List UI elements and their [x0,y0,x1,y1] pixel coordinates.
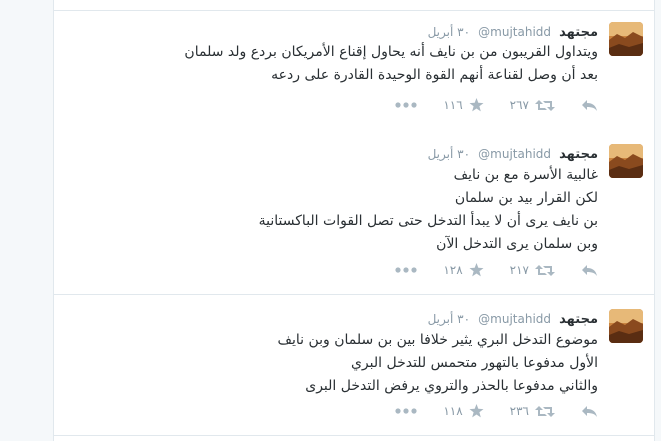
favorite-button[interactable] [443,98,483,112]
tweet-actions [395,260,598,280]
more-icon [395,102,417,108]
retweet-count[interactable]: ٢٦٧ [509,98,529,112]
tweet-text-line: موضوع التدخل البري يثير خلافا بين بن سلمان وبن نايف [277,332,598,348]
tweet[interactable] [54,10,654,131]
favorite-count[interactable]: ١١٦ [443,98,463,112]
tweet-text [277,329,598,398]
retweet-icon [535,99,555,112]
tweet-text-line: الأول مدفوعا بالتهور متحمس للتدخل البري [350,355,598,371]
reply-icon [581,99,598,112]
reply-button[interactable] [581,405,598,418]
tweet-text-line: بعد أن وصل لقناعة أنهم القوة الوحيدة القادرة على ردعه [271,67,598,83]
tweet-header [428,24,598,41]
favorite-count[interactable]: ١١٨ [443,404,463,418]
retweet-count[interactable]: ٢١٧ [509,263,529,277]
author-username[interactable]: @mujtahidd [478,147,552,161]
retweet-button[interactable] [510,404,555,418]
tweet-header [428,311,598,328]
author-username[interactable]: @mujtahidd [478,25,552,39]
avatar-image [609,22,643,56]
star-icon [469,263,484,277]
tweet-time[interactable]: ٣٠ أبريل [427,25,471,39]
more-button[interactable] [395,267,417,273]
tweet-text [184,41,598,87]
retweet-icon [535,405,555,418]
tweet-text-line: غالبية الأسرة مع بن نايف [453,167,598,183]
star-icon [469,98,484,112]
tweet-text-line: لكن القرار بيد بن سلمان [454,190,598,206]
left-gutter [0,0,54,441]
favorite-count[interactable]: ١٢٨ [443,263,463,277]
tweet-text-line: والثاني مدفوعا بالحذر والتروي يرفض التدخل البرى [305,378,598,394]
author-username[interactable]: @mujtahidd [478,312,552,326]
author-name[interactable]: مجتهد [559,312,598,327]
reply-button[interactable] [581,264,598,277]
more-button[interactable] [395,408,417,414]
favorite-button[interactable] [443,263,483,277]
retweet-button[interactable] [510,98,555,112]
tweet-text [259,164,598,256]
favorite-button[interactable] [443,404,483,418]
reply-button[interactable] [581,99,598,112]
tweet-actions [395,401,598,421]
tweet-text-line: بن نايف يرى أن لا يبدأ التدخل حتى تصل القوات الباكستانية [258,213,598,229]
author-name[interactable]: مجتهد [559,25,598,40]
avatar-image [609,309,643,343]
avatar[interactable] [609,22,643,56]
tweet[interactable] [54,130,654,295]
tweet[interactable] [54,295,654,436]
tweet-text-line: ويتداول القريبون من بن نايف أنه يحاول إقناع الأمريكان بردع ولد سلمان [184,44,598,60]
avatar[interactable] [609,309,643,343]
star-icon [469,404,484,418]
retweet-button[interactable] [510,263,555,277]
retweet-icon [535,264,555,277]
more-icon [395,267,417,273]
reply-icon [581,405,598,418]
tweet-time[interactable]: ٣٠ أبريل [427,312,471,326]
author-name[interactable]: مجتهد [559,147,598,162]
retweet-count[interactable]: ٢٣٦ [509,404,529,418]
avatar-image [609,144,643,178]
tweet-text-line: وبن سلمان يرى التدخل الآن [436,236,598,252]
tweet-header [428,146,598,163]
more-icon [395,408,417,414]
tweet-time[interactable]: ٣٠ أبريل [427,147,471,161]
avatar[interactable] [609,144,643,178]
more-button[interactable] [395,102,417,108]
right-gutter [654,0,661,441]
reply-icon [581,264,598,277]
tweet-actions [395,95,598,115]
